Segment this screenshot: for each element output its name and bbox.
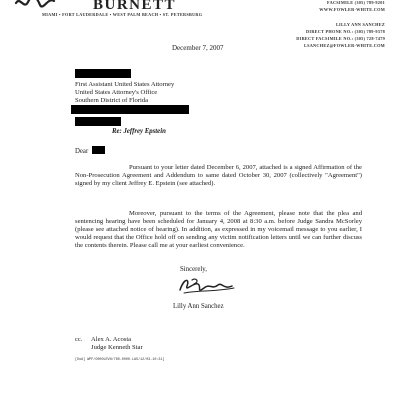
subject-line: Re: Jeffrey Epstein (112, 128, 166, 135)
redaction-bar (75, 69, 131, 78)
recipient-office: United States Attorney's Office (75, 88, 158, 96)
recipient-district: Southern District of Florida (75, 96, 149, 104)
firm-offices: MIAMI • FORT LAUDERDALE • WEST PALM BEACH • ST. PETERSBURG (42, 12, 203, 17)
letter-date: December 7, 2007 (172, 44, 224, 52)
recipient-title: First Assistant United States Attorney (75, 80, 175, 88)
body-paragraph-2: Moreover, pursuant to the terms of the Agreement, please note that the plea and sentencing hearing have been scheduled for January 4, 2008 at 8:30 a.m. before Judge Sandra McSorley (please see attached notice of hearing). In addition, as expressed in my voicemail message to you earlier, I would request that the Office hold off on sending any victim notification letters until we can further discuss the contents therein. Please call me at your earliest convenience. (75, 210, 362, 250)
recipient-address (75, 69, 189, 128)
redaction-bar (71, 105, 189, 114)
body-paragraph-1: Pursuant to your letter dated December 6, 2007, attached is a signed Affirmation of the Non-Prosecution Agreement and Addendum to same dated October 30, 2007 (collectively "Agreement") signed by my client Jeffrey E. Epstein (see attached). (75, 164, 362, 188)
salutation-line (75, 146, 105, 155)
closing: Sincerely, (180, 266, 207, 273)
firm-facsimile: FACSIMILE (305) 789-9201 (327, 0, 385, 5)
firm-website: WWW.FOWLER-WHITE.COM (319, 7, 385, 13)
document-code: [DoA] WPF/O000LEVN/760-0000.LAS/12/03-10:31] (75, 358, 165, 362)
author-direct-phone: DIRECT PHONE NO.: (305) 789-9378 (306, 28, 385, 34)
author-email: LSANCHEZ@FOWLER-WHITE.COM (303, 43, 385, 49)
cc-recipient: Alex A. Acosta (91, 336, 132, 343)
cc-recipient: Judge Kenneth Star (91, 344, 143, 352)
letterhead-contact-block (296, 0, 385, 50)
firm-name: BURNETT (93, 0, 177, 13)
cc-block (75, 336, 143, 353)
author-direct-fax: DIRECT FACSIMILE NO.: (305) 728-7479 (296, 36, 385, 42)
salutation: Dear (75, 148, 89, 155)
redaction-bar (92, 146, 105, 154)
signer-name: Lilly Ann Sanchez (173, 303, 224, 310)
cc-label: cc. (75, 336, 83, 343)
redaction-bar (75, 117, 121, 126)
handwritten-signature (174, 274, 238, 298)
author-name: LILLY ANN SANCHEZ (335, 21, 385, 27)
